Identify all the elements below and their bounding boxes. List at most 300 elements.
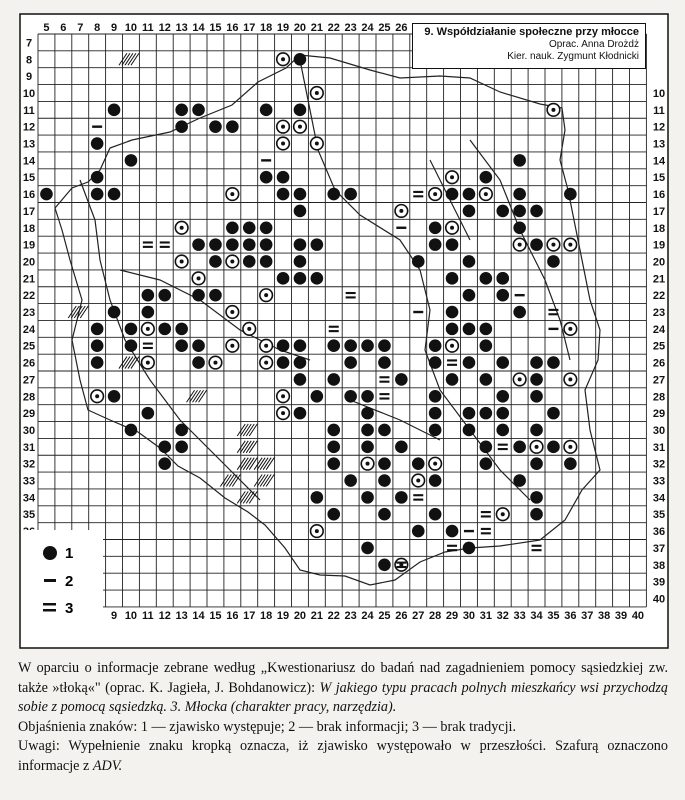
right-row-label: 32 [652, 458, 666, 471]
circled-dot-center [146, 361, 150, 365]
top-column-label: 8 [94, 22, 101, 34]
circled-dot-center [568, 445, 572, 449]
left-row-label: 19 [22, 239, 36, 252]
equals-mark-top [447, 359, 457, 361]
top-column-label: 20 [293, 22, 307, 34]
filled-dot-icon [446, 373, 459, 386]
filled-dot-icon [412, 255, 425, 268]
bottom-column-label: 23 [344, 609, 357, 622]
bottom-column-label: 9 [110, 609, 118, 622]
filled-dot-icon [530, 373, 543, 386]
filled-dot-icon [513, 474, 526, 487]
filled-dot-icon [429, 339, 442, 352]
right-row-label: 23 [652, 307, 666, 320]
equals-mark-bottom [379, 397, 389, 399]
filled-dot-icon [209, 255, 222, 268]
circled-dot-center [551, 243, 555, 247]
bottom-column-label: 29 [445, 609, 459, 622]
filled-dot-icon [463, 542, 476, 555]
filled-dot-icon [463, 255, 476, 268]
filled-dot-icon [311, 238, 324, 251]
left-row-label: 13 [22, 138, 36, 151]
left-row-label: 15 [22, 172, 36, 185]
filled-dot-icon [142, 306, 155, 319]
circled-dot-center [568, 243, 572, 247]
filled-dot-icon [513, 441, 526, 454]
filled-dot-icon [480, 457, 493, 470]
filled-dot-icon [361, 441, 374, 454]
filled-dot-icon [513, 154, 526, 167]
circled-dot-center [281, 394, 285, 398]
circled-dot-center [281, 142, 285, 146]
bottom-column-label: 31 [479, 609, 492, 622]
equals-mark-bottom [295, 212, 305, 214]
right-row-label: 25 [652, 340, 666, 353]
left-row-label: 9 [25, 71, 33, 84]
left-row-label: 33 [22, 475, 36, 488]
dash-mark [548, 328, 558, 330]
filled-dot-icon [463, 424, 476, 437]
right-row-label: 34 [652, 492, 666, 505]
right-row-label: 31 [652, 441, 666, 454]
filled-dot-icon [175, 339, 188, 352]
circled-dot-center [298, 125, 302, 129]
filled-dot-icon [294, 373, 307, 386]
filled-dot-icon [378, 356, 391, 369]
dash-mark [532, 496, 542, 498]
filled-dot-icon [294, 238, 307, 251]
filled-dot-icon [260, 221, 273, 234]
equals-mark-bottom [447, 549, 457, 551]
top-column-label: 26 [395, 22, 408, 34]
legend-bg [22, 530, 103, 626]
filled-dot-icon [277, 339, 290, 352]
top-column-label: 12 [158, 22, 171, 34]
filled-dot-icon [378, 457, 391, 470]
circled-dot-center [315, 529, 319, 533]
filled-dot-icon [378, 508, 391, 521]
left-row-label: 27 [22, 374, 36, 387]
filled-dot-icon [480, 373, 493, 386]
right-row-label: 39 [652, 576, 666, 589]
filled-dot-icon [243, 221, 256, 234]
circled-dot-center [501, 512, 505, 516]
right-row-label: 28 [652, 391, 666, 404]
top-column-label: 25 [378, 22, 391, 34]
filled-dot-icon [480, 407, 493, 420]
bottom-column-label: 26 [395, 609, 408, 622]
circled-dot-center [416, 479, 420, 483]
filled-dot-icon [344, 390, 357, 403]
circled-dot-center [315, 142, 319, 146]
filled-dot-icon [294, 339, 307, 352]
circled-dot-center [264, 344, 268, 348]
filled-dot-icon [125, 323, 138, 336]
dash-mark [430, 429, 440, 431]
circled-dot-center [450, 226, 454, 230]
top-column-label: 5 [43, 22, 50, 34]
top-column-label: 24 [361, 22, 374, 34]
equals-mark-top [413, 494, 423, 496]
dash-mark [498, 395, 508, 397]
filled-dot-icon [294, 407, 307, 420]
dash-mark [312, 277, 322, 279]
filled-dot-icon [530, 424, 543, 437]
left-row-label: 24 [22, 323, 36, 336]
bottom-column-label: 30 [462, 609, 476, 622]
equals-mark-top [548, 309, 558, 311]
filled-dot-icon [277, 171, 290, 184]
filled-dot-icon [429, 508, 442, 521]
filled-dot-icon [192, 289, 205, 302]
equals-mark-bottom [160, 246, 170, 248]
filled-dot-icon [260, 104, 273, 117]
left-row-label: 29 [22, 408, 36, 421]
filled-dot-icon [463, 356, 476, 369]
left-row-label: 31 [22, 441, 36, 454]
circled-dot-center [535, 445, 539, 449]
circled-dot-center [213, 361, 217, 365]
filled-dot-icon [294, 53, 307, 66]
bottom-column-label: 12 [158, 609, 171, 622]
filled-dot-icon [226, 120, 239, 133]
filled-dot-icon [209, 238, 222, 251]
caption-question: W jakiego typu pracach polnych mieszkańcy wsi przychodzą sobie z pomocą sąsiedzką. 3. Młocka (charakter pracy, narzędzia). [18, 679, 668, 715]
circled-dot-center [433, 192, 437, 196]
equals-mark-bottom [532, 549, 542, 551]
legend [22, 530, 103, 626]
circled-dot-center [230, 192, 234, 196]
circled-dot-center [281, 57, 285, 61]
filled-dot-icon [175, 323, 188, 336]
equals-mark-bottom [261, 178, 271, 180]
equals-mark-bottom [295, 195, 305, 197]
filled-dot-icon [125, 154, 138, 167]
bottom-column-label: 22 [327, 609, 340, 622]
filled-dot-icon [378, 339, 391, 352]
left-row-label: 11 [23, 104, 35, 117]
filled-dot-icon [327, 373, 340, 386]
equals-mark-bottom [498, 448, 508, 450]
top-column-label: 15 [209, 22, 222, 34]
filled-dot-icon [463, 205, 476, 218]
filled-dot-icon [530, 508, 543, 521]
filled-dot-icon [344, 474, 357, 487]
filled-dot-icon [226, 221, 239, 234]
filled-dot-icon [91, 188, 104, 201]
filled-dot-icon [277, 356, 290, 369]
top-column-label: 13 [175, 22, 188, 34]
left-row-label: 16 [22, 189, 36, 202]
filled-dot-icon [412, 457, 425, 470]
filled-dot-icon [327, 508, 340, 521]
filled-dot-icon [530, 238, 543, 251]
equals-mark-top [295, 208, 305, 210]
filled-dot-icon [480, 272, 493, 285]
equals-mark-bottom [379, 381, 389, 383]
equals-mark-bottom [447, 364, 457, 366]
equals-mark-top [498, 444, 508, 446]
left-row-label: 21 [22, 273, 36, 286]
filled-dot-icon [564, 457, 577, 470]
filled-dot-icon [192, 356, 205, 369]
filled-dot-icon [209, 120, 222, 133]
filled-dot-icon [496, 205, 509, 218]
bottom-column-label: 10 [124, 609, 138, 622]
equals-mark-top [379, 376, 389, 378]
circled-dot-center [247, 327, 251, 331]
dash-mark [413, 311, 423, 313]
filled-dot-icon [412, 525, 425, 538]
left-row-label: 25 [22, 340, 36, 353]
right-row-label: 26 [652, 357, 666, 370]
top-column-label: 10 [124, 22, 138, 34]
filled-dot-icon [158, 457, 171, 470]
filled-dot-icon [513, 188, 526, 201]
filled-dot-icon [158, 289, 171, 302]
filled-dot-icon [361, 424, 374, 437]
filled-dot-icon [108, 306, 121, 319]
bottom-column-label: 14 [192, 609, 205, 622]
bottom-column-label: 21 [310, 609, 323, 622]
top-column-label: 6 [60, 22, 67, 34]
right-row-label: 14 [652, 155, 666, 168]
filled-dot-icon [480, 171, 493, 184]
filled-dot-icon [547, 255, 560, 268]
left-row-label: 18 [22, 222, 36, 235]
filled-dot-icon [260, 238, 273, 251]
bottom-column-label: 38 [598, 609, 611, 622]
right-row-label: 17 [652, 205, 666, 218]
caption-remarks [18, 737, 668, 776]
bottom-column-label: 11 [142, 609, 154, 622]
equals-mark-top [160, 241, 170, 243]
equals-mark-bottom [498, 431, 508, 433]
filled-dot-icon [429, 356, 442, 369]
filled-dot-icon [327, 441, 340, 454]
bottom-column-label: 32 [496, 609, 509, 622]
bottom-column-label: 33 [513, 609, 526, 622]
circled-dot-center [264, 361, 268, 365]
filled-dot-icon [564, 188, 577, 201]
equals-mark-top [464, 258, 474, 260]
dash-mark [92, 125, 102, 127]
dash-mark [548, 446, 558, 448]
left-row-label: 14 [22, 155, 36, 168]
circled-dot-center [230, 310, 234, 314]
equals-mark-bottom [396, 566, 406, 568]
circled-dot-center [399, 209, 403, 213]
equals-mark-top [143, 241, 153, 243]
circled-dot-center [264, 293, 268, 297]
left-row-label: 26 [22, 357, 36, 370]
equals-mark-top [346, 292, 356, 294]
bottom-column-label: 24 [361, 609, 374, 622]
filled-dot-icon [344, 339, 357, 352]
equals-mark-bottom [464, 263, 474, 265]
circled-dot-center [230, 344, 234, 348]
top-column-label: 19 [276, 22, 290, 34]
filled-dot-icon [530, 205, 543, 218]
filled-dot-icon [142, 407, 155, 420]
caption-legend-explanation: Objaśnienia znaków: 1 — zjawisko występuje; 2 — brak informacji; 3 — brak tradycji. [18, 718, 517, 735]
left-row-label: 32 [22, 458, 36, 471]
top-column-label: 7 [77, 22, 84, 34]
caption-remarks-text: Uwagi: Wypełnienie znaku kropką oznacza, iż zjawisko występowało w przeszłości. Szafurą oznaczono informacje z [18, 738, 668, 774]
filled-dot-icon [446, 323, 459, 336]
equals-mark-top [481, 528, 491, 530]
filled-dot-icon [175, 441, 188, 454]
right-row-label: 29 [652, 408, 666, 421]
left-row-label: 17 [22, 205, 36, 218]
equals-mark-bottom [346, 296, 356, 298]
filled-dot-icon [446, 306, 459, 319]
filled-dot-icon [429, 238, 442, 251]
left-row-label: 7 [25, 37, 33, 50]
left-row-label: 20 [22, 256, 36, 269]
equals-mark-top [379, 393, 389, 395]
filled-dot-icon [463, 407, 476, 420]
left-row-label: 8 [25, 54, 33, 67]
circled-dot-center [146, 327, 150, 331]
right-row-label: 19 [652, 239, 666, 252]
right-row-label: 24 [652, 323, 666, 336]
dot-icon [43, 546, 57, 560]
filled-dot-icon [429, 390, 442, 403]
filled-dot-icon [294, 104, 307, 117]
caption-paragraph-source [18, 659, 668, 718]
left-row-label: 22 [22, 290, 36, 303]
filled-dot-icon [158, 323, 171, 336]
equals-mark-top [295, 191, 305, 193]
filled-dot-icon [378, 558, 391, 571]
filled-dot-icon [429, 407, 442, 420]
bottom-column-label: 36 [564, 609, 577, 622]
circled-dot-center [568, 377, 572, 381]
filled-dot-icon [480, 323, 493, 336]
right-row-label: 20 [652, 256, 666, 269]
filled-dot-icon [463, 289, 476, 302]
equals-mark-top [143, 343, 153, 345]
filled-dot-icon [125, 339, 138, 352]
filled-dot-icon [294, 188, 307, 201]
filled-dot-icon [395, 491, 408, 504]
filled-dot-icon [361, 339, 374, 352]
filled-dot-icon [496, 289, 509, 302]
left-row-label: 23 [22, 307, 36, 320]
filled-dot-icon [463, 323, 476, 336]
filled-dot-icon [311, 390, 324, 403]
left-row-label: 30 [22, 424, 36, 437]
left-row-label: 12 [22, 121, 36, 134]
top-column-label: 14 [192, 22, 205, 34]
top-column-label: 11 [142, 22, 154, 34]
equals-mark-bottom [413, 499, 423, 501]
filled-dot-icon [108, 390, 121, 403]
bottom-column-label: 15 [209, 609, 222, 622]
filled-dot-icon [327, 424, 340, 437]
filled-dot-icon [158, 441, 171, 454]
right-row-label: 22 [652, 290, 666, 303]
circled-dot-center [450, 344, 454, 348]
map-title: 9. Współdziałanie społeczne przy młocce [424, 26, 639, 38]
equals-mark-bottom [548, 313, 558, 315]
equals-mark-top [261, 174, 271, 176]
filled-dot-icon [294, 255, 307, 268]
bottom-column-label: 19 [276, 609, 290, 622]
bottom-column-label: 35 [547, 609, 560, 622]
equals-mark-top [413, 191, 423, 193]
right-row-label: 36 [652, 526, 666, 539]
equals-icon [43, 603, 56, 606]
right-row-label: 13 [652, 138, 666, 151]
filled-dot-icon [327, 188, 340, 201]
left-row-label: 34 [22, 492, 36, 505]
equals-mark-bottom [413, 195, 423, 197]
right-row-label: 16 [652, 189, 666, 202]
filled-dot-icon [463, 188, 476, 201]
filled-dot-icon [192, 238, 205, 251]
filled-dot-icon [243, 238, 256, 251]
filled-dot-icon [91, 137, 104, 150]
filled-dot-icon [513, 205, 526, 218]
filled-dot-icon [175, 104, 188, 117]
filled-dot-icon [446, 188, 459, 201]
equals-mark-top [447, 545, 457, 547]
filled-dot-icon [192, 339, 205, 352]
filled-dot-icon [327, 457, 340, 470]
left-row-label: 35 [22, 509, 36, 522]
filled-dot-icon [91, 323, 104, 336]
right-row-label: 30 [652, 424, 666, 437]
circled-dot-center [433, 462, 437, 466]
right-row-label: 11 [653, 104, 665, 117]
right-row-label: 21 [652, 273, 666, 286]
caption-source-text: W oparciu o informacje zebrane według „Kwestionariusz do badań nad zagadnieniem pomocy sąsiedzkiej zw. także »tłoką«" (oprac. K. Jagieła, J. Bohdanowicz): [18, 660, 668, 696]
bottom-column-label: 18 [260, 609, 273, 622]
bottom-column-label: 37 [581, 609, 594, 622]
bottom-column-label: 16 [226, 609, 239, 622]
top-column-label: 17 [243, 22, 256, 34]
filled-dot-icon [192, 104, 205, 117]
filled-dot-icon [446, 525, 459, 538]
bottom-column-label: 17 [243, 609, 256, 622]
bottom-column-label: 28 [429, 609, 442, 622]
top-column-label: 16 [226, 22, 239, 34]
circled-dot-center [518, 243, 522, 247]
equals-mark-bottom [143, 347, 153, 349]
map-supervisor: Kier. nauk. Zygmunt Kłodnicki [507, 51, 639, 62]
filled-dot-icon [480, 339, 493, 352]
filled-dot-icon [142, 289, 155, 302]
right-row-label: 27 [652, 374, 666, 387]
filled-dot-icon [395, 441, 408, 454]
map-author: Oprac. Anna Drożdż [548, 39, 639, 50]
bottom-column-label: 27 [412, 609, 425, 622]
filled-dot-icon [344, 356, 357, 369]
filled-dot-icon [480, 441, 493, 454]
filled-dot-icon [361, 491, 374, 504]
filled-dot-icon [226, 238, 239, 251]
filled-dot-icon [108, 104, 121, 117]
circled-dot-center [484, 192, 488, 196]
filled-dot-icon [530, 457, 543, 470]
left-row-label: 10 [22, 87, 36, 100]
equals-mark-bottom [329, 330, 339, 332]
circled-dot-center [551, 108, 555, 112]
equals-mark-top [532, 545, 542, 547]
filled-dot-icon [91, 171, 104, 184]
